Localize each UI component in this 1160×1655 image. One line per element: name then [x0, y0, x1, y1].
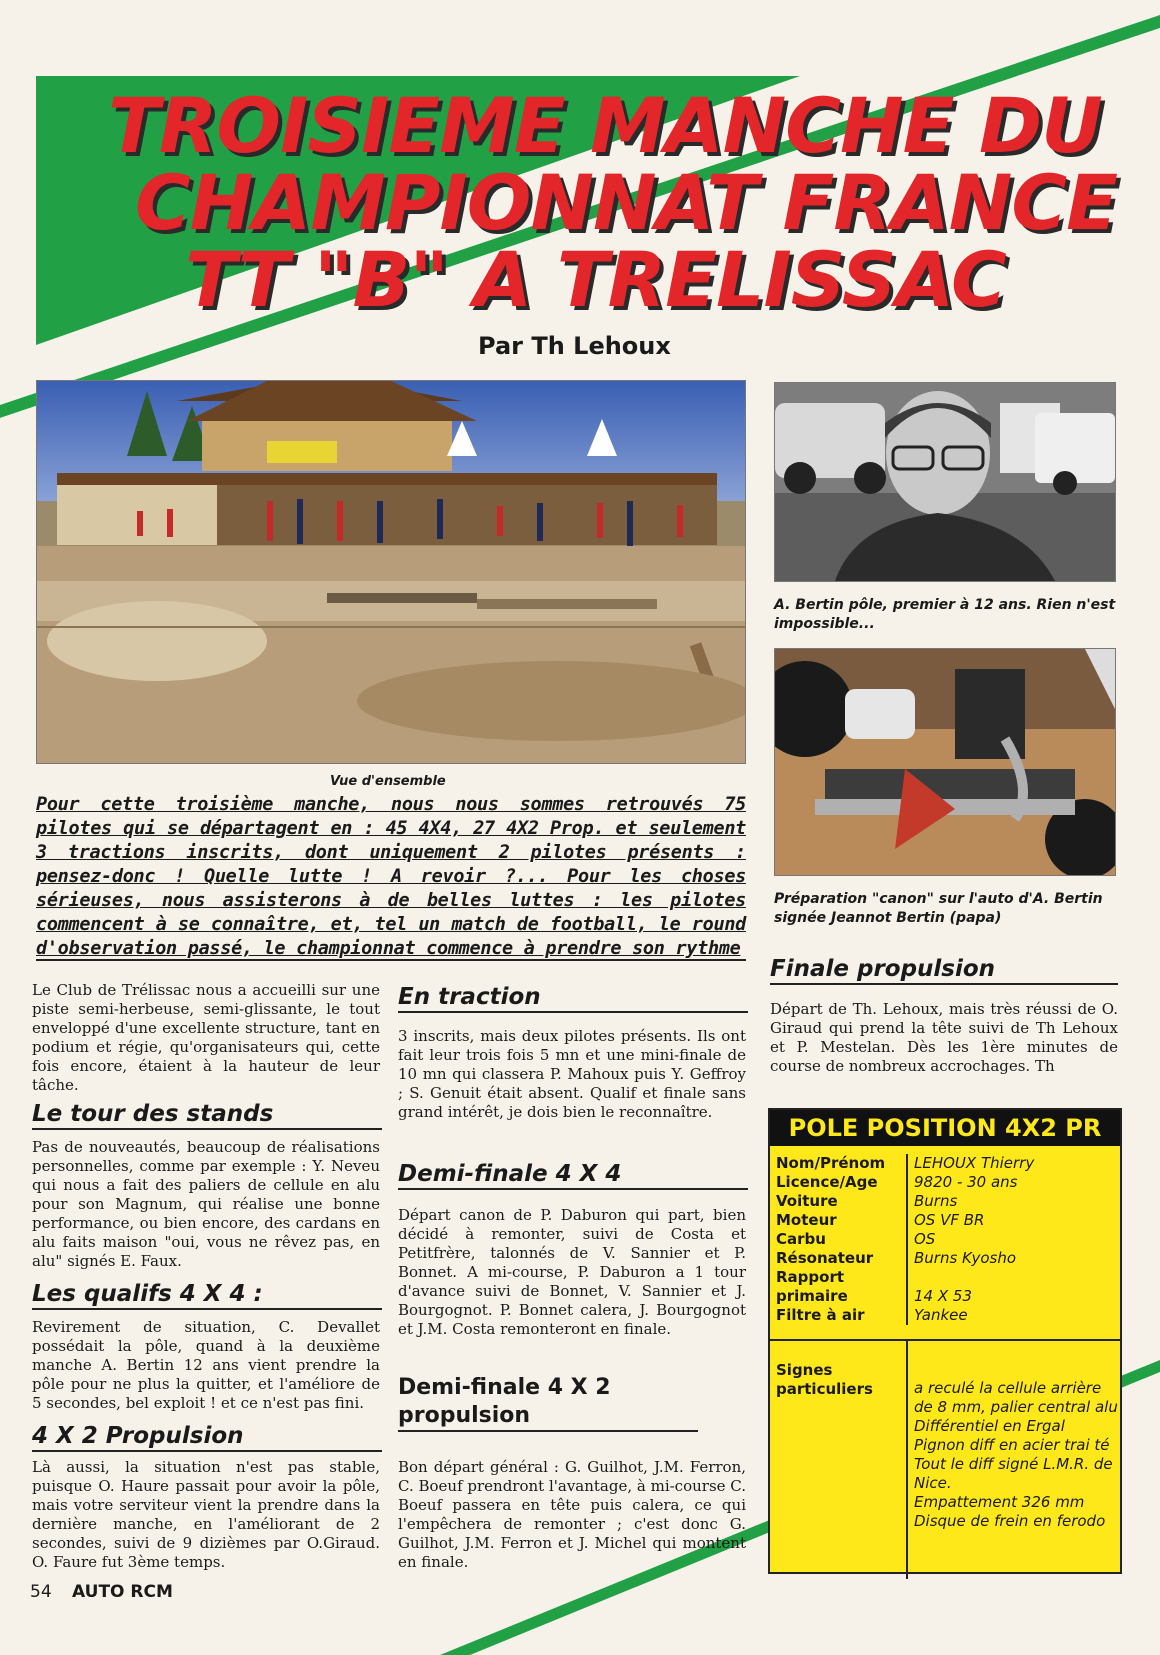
title-line-1: TROISIEME MANCHE DU — [108, 81, 1102, 170]
col1-heading-stands: Le tour des stands — [32, 1100, 382, 1130]
pole-rows — [770, 1146, 1120, 1339]
col1-intro: Le Club de Trélissac nous a accueilli sur une piste semi-herbeuse, semi-glissante, le tout enveloppé d'une excellente structure, tant en podium et régie, qu'organisateurs qui, cette fois encore, étaient à la hauteur de leur tâche. — [32, 981, 380, 1094]
pole-row: Carbu OS — [770, 1230, 1120, 1249]
col1-heading-propulsion: 4 X 2 Propulsion — [32, 1422, 382, 1452]
col1-stands-text: Pas de nouveautés, beaucoup de réalisations personnelles, comme par exemple : Y. Neveu qui nous a fait des paliers de cellule en alu pour son Magnum, qui réalise une bonne performance, ou bien encore, des cardans en alu faits maison "oui, vous ne rêvez pas, en alu" signés E. Faux. — [32, 1138, 380, 1270]
pole-position-box — [768, 1108, 1122, 1574]
pole-signes-label: Signes particuliers — [770, 1341, 908, 1579]
col2-heading-demi-4x2: Demi-finale 4 X 2 propulsion — [398, 1374, 698, 1432]
pole-row: Rapport — [770, 1268, 1120, 1287]
lead-rule — [36, 959, 746, 961]
col1-heading-qualifs: Les qualifs 4 X 4 : — [32, 1280, 382, 1310]
pole-row: Filtre à air Yankee — [770, 1306, 1120, 1339]
pole-position-title: POLE POSITION 4X2 PR — [770, 1110, 1120, 1146]
pole-signes-list: a reculé la cellule arrière de 8 mm, palier central alu Différentiel en Ergal Pignon diff en acier trai té Tout le diff signé L.M.R. de Nice. Empattement 326 mm Disque de frein en ferodo — [914, 1379, 1118, 1530]
col2-heading-demi-4x4: Demi-finale 4 X 4 — [398, 1160, 748, 1190]
engine-photo — [774, 648, 1116, 876]
magazine-name: AUTO RCM — [72, 1582, 173, 1602]
col2-demi-4x2-text: Bon départ général : G. Guilhot, J.M. Ferron, C. Boeuf prendront l'avantage, à mi-course C. Boeuf passera en tête puis calera, ce qui l'empêchera de remonter ; c'est donc G. Guilhot, J.M. Ferron et J. Michel qui montent en finale. — [398, 1458, 747, 1571]
caption-overview: Vue d'ensemble — [330, 774, 446, 789]
pole-signes — [770, 1339, 1120, 1579]
pole-row: Voiture Burns — [770, 1192, 1120, 1211]
page-number: 54 — [30, 1582, 52, 1602]
col2-traction-text: 3 inscrits, mais deux pilotes présents. Ils ont fait leur trois fois 5 mn et une mini-finale de 10 mn qui classera P. Mahoux puis Y. Geffroy ; S. Genuit était absent. Qualif et finale sans grand intérêt, je dois bien le reconnaître. — [398, 1027, 746, 1121]
overview-photo — [36, 380, 746, 764]
caption-engine: Préparation "canon" sur l'auto d'A. Bertin signée Jeannot Bertin (papa) — [774, 891, 1103, 926]
col1-propulsion-text: Là aussi, la situation n'est pas stable, puisque O. Haure passait pour avoir la pôle, mais votre serviteur vient la prendre dans la dernière manche, en l'améliorant de 2 secondes, suivi de 9 dizièmes par O.Giraud. O. Faure fut 3ème temps. — [32, 1458, 380, 1571]
col3-heading-finale: Finale propulsion — [770, 955, 1118, 985]
lead-paragraph: Pour cette troisième manche, nous nous sommes retrouvés 75 pilotes qui se départagent en : 45 4X4, 27 4X2 Prop. et seulement 3 tractions inscrits, dont uniquement 2 pilotes présents : pensez-donc ! Quelle lutte ! A revoir ?... Pour les choses sérieuses, nous assisterons à de belles luttes : les pilotes commencent à se connaître, et, tel un match de football, le round d'observation passé, le championnat commence à prendre son rythme — [36, 794, 746, 959]
pole-row: Résonateur Burns Kyosho — [770, 1249, 1120, 1268]
pole-row: Moteur OS VF BR — [770, 1211, 1120, 1230]
pole-row: Licence/Age 9820 - 30 ans — [770, 1173, 1120, 1192]
byline: Par Th Lehoux — [478, 332, 671, 360]
pole-row: Nom/Prénom LEHOUX Thierry — [770, 1154, 1120, 1173]
bertin-photo — [774, 382, 1116, 582]
col2-demi-4x4-text: Départ canon de P. Daburon qui part, bien décidé à remonter, suivi de Costa et Petitfrère, talonnés de V. Sannier et P. Bonnet. A mi-course, P. Daburon a 1 tour d'avance suivi de Bonnet, V. Sannier et J. Bourgognot. P. Bonnet calera, J. Bourgognot et J.M. Costa remonteront en finale. — [398, 1206, 746, 1338]
title-line-2: CHAMPIONNAT FRANCE — [135, 158, 1118, 247]
caption-bertin: A. Bertin pôle, premier à 12 ans. Rien n'est impossible... — [774, 597, 1116, 632]
col3-finale-text: Départ de Th. Lehoux, mais très réussi de O. Giraud qui prend la tête suivi de Th Lehoux et P. Mestelan. Dès les 1ère minutes de course de nombreux accrochages. Th — [770, 1000, 1118, 1075]
col1-qualifs-text: Revirement de situation, C. Devallet possédait la pôle, quand à la deuxième manche A. Bertin 12 ans vient prendre la pôle pour ne plus la quitter, et l'améliore de 5 secondes, bel exploit ! et ce n'est pas fini. — [32, 1318, 380, 1412]
col2-heading-traction: En traction — [398, 983, 748, 1013]
pole-row: primaire 14 X 53 — [770, 1287, 1120, 1306]
title-line-3: TT "B" A TRELISSAC — [185, 235, 1006, 324]
